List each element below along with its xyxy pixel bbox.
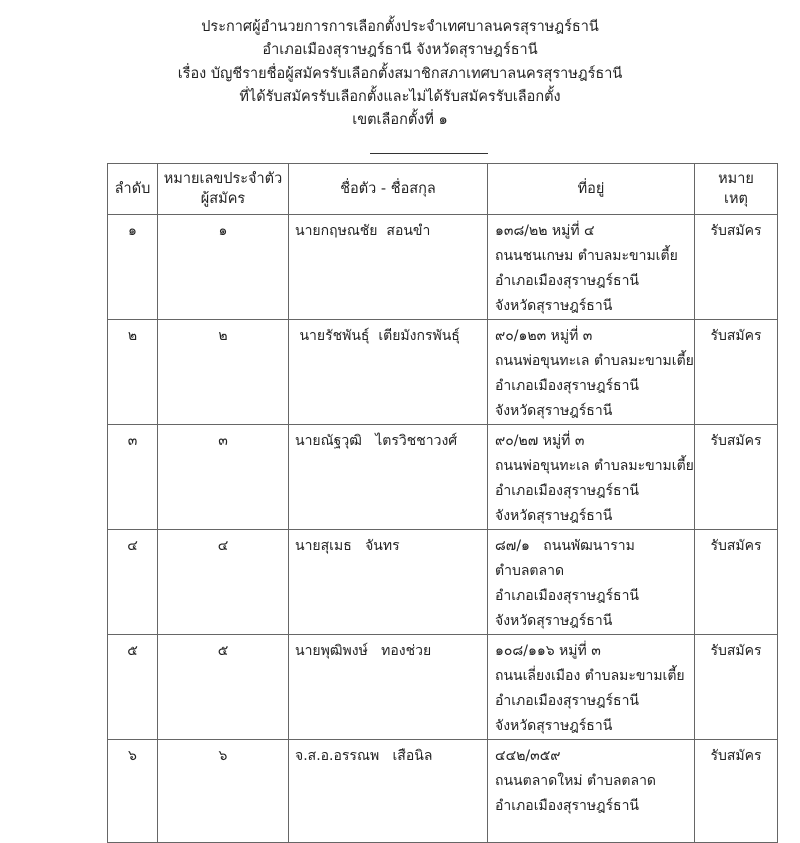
header-text: หมายเลขประจำตัว <box>163 171 283 187</box>
address-cell <box>488 215 695 320</box>
remark-cell: รับสมัคร <box>695 215 778 320</box>
title-line: เรื่อง บัญชีรายชื่อผู้สมัครรับเลือกตั้งสมาชิกสภาเทศบาลนครสุราษฎร์ธานี <box>177 65 623 82</box>
table-row <box>108 425 778 530</box>
address-line: ๙๐/๑๒๓ หมู่ที่ ๓ <box>495 328 593 344</box>
title-divider <box>370 153 488 154</box>
candidate-number-cell: ๖ <box>158 740 289 843</box>
order-cell: ๑ <box>108 215 158 320</box>
address-cell <box>488 530 695 635</box>
header-text: ที่อยู่ <box>577 181 605 197</box>
header-name <box>289 164 488 215</box>
remark-cell: รับสมัคร <box>695 425 778 530</box>
address-line: จังหวัดสุราษฎร์ธานี <box>495 298 613 314</box>
address-line: ๙๐/๒๗ หมู่ที่ ๓ <box>495 433 585 449</box>
table-header-row <box>108 164 778 215</box>
table-row <box>108 635 778 740</box>
address-line: ๔๔๒/๓๕๙ <box>495 748 561 764</box>
address-line: จังหวัดสุราษฎร์ธานี <box>495 403 613 419</box>
header-text: เหตุ <box>724 191 748 207</box>
address-line: จังหวัดสุราษฎร์ธานี <box>495 613 613 629</box>
header-text: ผู้สมัคร <box>200 191 246 207</box>
address-line: ถนนพ่อขุนทะเล ตำบลมะขามเตี้ย <box>495 458 694 474</box>
table-row <box>108 320 778 425</box>
address-cell <box>488 635 695 740</box>
address-line: ถนนเลี่ยงเมือง ตำบลมะขามเตี้ย <box>495 668 685 684</box>
title-line: ที่ได้รับสมัครรับเลือกตั้งและไม่ได้รับสมัครรับเลือกตั้ง <box>239 88 561 105</box>
candidate-name-cell: นายรัชพันธุ์ เตียมังกรพันธุ์ <box>289 320 488 425</box>
address-line: อำเภอเมืองสุราษฎร์ธานี <box>495 693 639 709</box>
address-line: จังหวัดสุราษฎร์ธานี <box>495 718 613 734</box>
remark-cell: รับสมัคร <box>695 740 778 843</box>
candidate-name-cell: นายสุเมธ จันทร <box>289 530 488 635</box>
address-line: ถนนพ่อขุนทะเล ตำบลมะขามเตี้ย <box>495 353 694 369</box>
candidate-name-cell: จ.ส.อ.อรรณพ เสือนิล <box>289 740 488 843</box>
header-text: หมาย <box>718 171 754 187</box>
order-cell: ๔ <box>108 530 158 635</box>
address-cell <box>488 320 695 425</box>
address-line: อำเภอเมืองสุราษฎร์ธานี <box>495 588 639 604</box>
order-cell: ๖ <box>108 740 158 843</box>
address-line: จังหวัดสุราษฎร์ธานี <box>495 508 613 524</box>
candidate-number-cell: ๒ <box>158 320 289 425</box>
title-line: เขตเลือกตั้งที่ ๑ <box>352 112 448 129</box>
candidate-number-cell: ๕ <box>158 635 289 740</box>
remark-cell: รับสมัคร <box>695 530 778 635</box>
candidate-number-cell: ๓ <box>158 425 289 530</box>
header-text: ชื่อตัว - ชื่อสกุล <box>340 181 436 197</box>
order-cell: ๓ <box>108 425 158 530</box>
announcement-title <box>0 16 800 132</box>
address-line: ถนนชนเกษม ตำบลมะขามเตี้ย <box>495 248 678 264</box>
candidate-table <box>107 163 778 843</box>
address-line: ๑๐๘/๑๑๖ หมู่ที่ ๓ <box>495 643 601 659</box>
candidate-number-cell: ๑ <box>158 215 289 320</box>
address-line: อำเภอเมืองสุราษฎร์ธานี <box>495 483 639 499</box>
title-line: อำเภอเมืองสุราษฎร์ธานี จังหวัดสุราษฎร์ธานี <box>262 42 538 59</box>
address-line: อำเภอเมืองสุราษฎร์ธานี <box>495 378 639 394</box>
table-row <box>108 740 778 843</box>
candidate-name-cell: นายกฤษณชัย สอนขำ <box>289 215 488 320</box>
address-line: ถนนตลาดใหม่ ตำบลตลาด <box>495 773 657 789</box>
header-remark <box>695 164 778 215</box>
order-cell: ๕ <box>108 635 158 740</box>
address-line: อำเภอเมืองสุราษฎร์ธานี <box>495 273 639 289</box>
address-cell <box>488 740 695 843</box>
order-cell: ๒ <box>108 320 158 425</box>
header-candidate-number <box>158 164 289 215</box>
header-text: ลำดับ <box>114 181 151 197</box>
address-line: ตำบลตลาด <box>495 563 565 579</box>
address-line: ๑๓๘/๒๒ หมู่ที่ ๔ <box>495 223 595 239</box>
address-line: ๘๗/๑ ถนนพัฒนาราม <box>495 538 635 554</box>
header-address <box>488 164 695 215</box>
remark-cell: รับสมัคร <box>695 320 778 425</box>
remark-cell: รับสมัคร <box>695 635 778 740</box>
candidate-number-cell: ๔ <box>158 530 289 635</box>
candidate-name-cell: นายณัฐวุฒิ ไตรวิชชาวงศ์ <box>289 425 488 530</box>
header-order <box>108 164 158 215</box>
candidate-name-cell: นายพุฒิพงษ์ ทองช่วย <box>289 635 488 740</box>
address-line: อำเภอเมืองสุราษฎร์ธานี <box>495 798 639 814</box>
title-line: ประกาศผู้อำนวยการการเลือกตั้งประจำเทศบาลนครสุราษฎร์ธานี <box>201 19 599 35</box>
address-cell <box>488 425 695 530</box>
table-row <box>108 530 778 635</box>
table-row <box>108 215 778 320</box>
